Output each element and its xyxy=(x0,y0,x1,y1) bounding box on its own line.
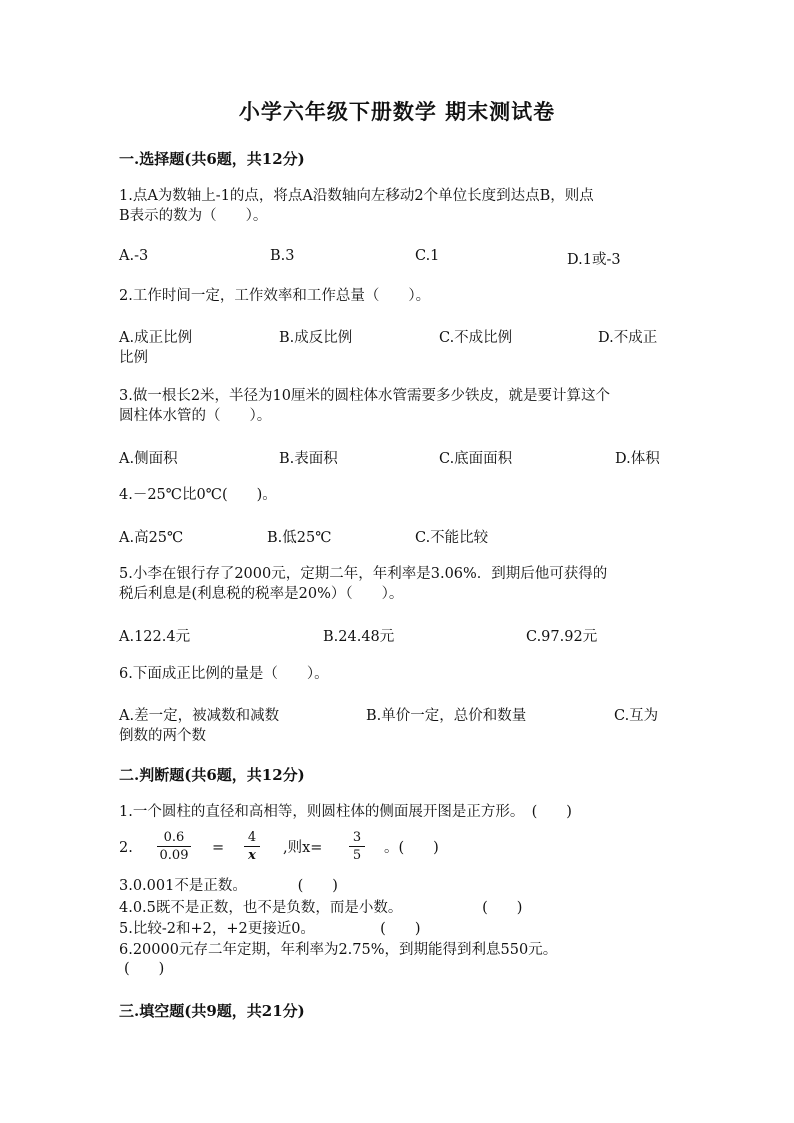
judge-q6-answer-blank: ( ) xyxy=(124,961,165,977)
judge-q1: 1.一个圆柱的直径和高相等，则圆柱体的侧面展开图是正方形。 ( ) xyxy=(119,804,572,820)
choice-q1-option-b: B.3 xyxy=(270,248,295,264)
choice-q1-option-c: C.1 xyxy=(415,248,440,264)
judge-q2-number: 2. xyxy=(119,840,133,856)
judge-q2-tail: 。( ) xyxy=(384,840,439,856)
choice-q6-line1: 6.下面成正比例的量是（ ）。 xyxy=(119,666,329,682)
choice-q5-line2: 税后利息是(利息税的税率是20%）（ ）。 xyxy=(119,586,404,602)
choice-q5-option-a: A.122.4元 xyxy=(119,629,191,645)
choice-q1-option-a: A.-3 xyxy=(119,248,149,264)
judge-q6: 6.20000元存二年定期，年利率为2.75%，到期能得到利息550元。 xyxy=(119,942,558,958)
choice-q1-line1: 1.点A为数轴上-1的点，将点A沿数轴向左移动2个单位长度到达点B，则点 xyxy=(119,188,594,204)
choice-q6-option-a: A.差一定，被减数和减数 xyxy=(119,708,280,724)
judge-q5: 5.比较-2和+2，+2更接近0。 ( ) xyxy=(119,921,421,937)
choice-q6-option-b: B.单价一定，总价和数量 xyxy=(366,708,527,724)
choice-q3-line1: 3.做一根长2米，半径为10厘米的圆柱体水管需要多少铁皮，就是要计算这个 xyxy=(119,388,611,404)
fraction-denominator: x xyxy=(248,848,256,863)
judge-q2-fraction-3 xyxy=(349,830,365,863)
choice-q2-option-a: A.成正比例 xyxy=(119,330,193,346)
choice-q4-option-c: C.不能比较 xyxy=(415,530,489,546)
choice-q2-option-b: B.成反比例 xyxy=(279,330,353,346)
judge-q3: 3.0.001不是正数。 ( ) xyxy=(119,878,338,894)
fraction-numerator: 0.6 xyxy=(163,830,185,845)
choice-q1-line2: B表示的数为（ ）。 xyxy=(119,208,268,224)
choice-q6-option-c-wrap: 倒数的两个数 xyxy=(119,728,206,744)
section-heading-choice: 一.选择题(共6题，共12分) xyxy=(119,150,305,168)
choice-q5-option-c: C.97.92元 xyxy=(526,629,598,645)
fraction-bar xyxy=(349,846,365,847)
choice-q3-line2: 圆柱体水管的（ ）。 xyxy=(119,408,272,424)
fraction-denominator: 5 xyxy=(352,848,362,863)
page-title: 小学六年级下册数学 期末测试卷 xyxy=(238,99,556,124)
choice-q4-option-b: B.低25℃ xyxy=(267,530,332,546)
fraction-bar xyxy=(244,846,260,847)
judge-q2-fraction-1 xyxy=(157,830,191,863)
judge-q2-text: ,则x= xyxy=(283,840,323,856)
fraction-denominator: 0.09 xyxy=(159,848,189,863)
choice-q3-option-c: C.底面面积 xyxy=(439,451,513,467)
section-heading-judge: 二.判断题(共6题，共12分) xyxy=(119,766,305,784)
judge-q2-fraction-2 xyxy=(244,830,260,863)
choice-q5-option-b: B.24.48元 xyxy=(323,629,395,645)
choice-q4-line1: 4.－25℃比0℃( )。 xyxy=(119,487,277,503)
choice-q3-option-a: A.侧面积 xyxy=(119,451,178,467)
judge-q4: 4.0.5既不是正数，也不是负数，而是小数。 ( ) xyxy=(119,900,523,916)
judge-q2-equals: = xyxy=(212,840,225,856)
choice-q2-option-d-wrap: 比例 xyxy=(119,350,148,366)
choice-q2-option-c: C.不成比例 xyxy=(439,330,513,346)
fraction-bar xyxy=(157,846,191,847)
choice-q1-option-d: D.1或-3 xyxy=(567,252,621,268)
section-heading-fill: 三.填空题(共9题，共21分) xyxy=(119,1002,305,1020)
choice-q4-option-a: A.高25℃ xyxy=(119,530,184,546)
fraction-numerator: 3 xyxy=(352,830,362,845)
choice-q3-option-d: D.体积 xyxy=(615,451,660,467)
choice-q6-option-c: C.互为 xyxy=(614,708,659,724)
fraction-numerator: 4 xyxy=(247,830,257,845)
choice-q5-line1: 5.小李在银行存了2000元，定期二年，年利率是3.06%．到期后他可获得的 xyxy=(119,566,608,582)
choice-q2-option-d: D.不成正 xyxy=(598,330,658,346)
choice-q2-line1: 2.工作时间一定，工作效率和工作总量（ ）。 xyxy=(119,288,431,304)
choice-q3-option-b: B.表面积 xyxy=(279,451,338,467)
